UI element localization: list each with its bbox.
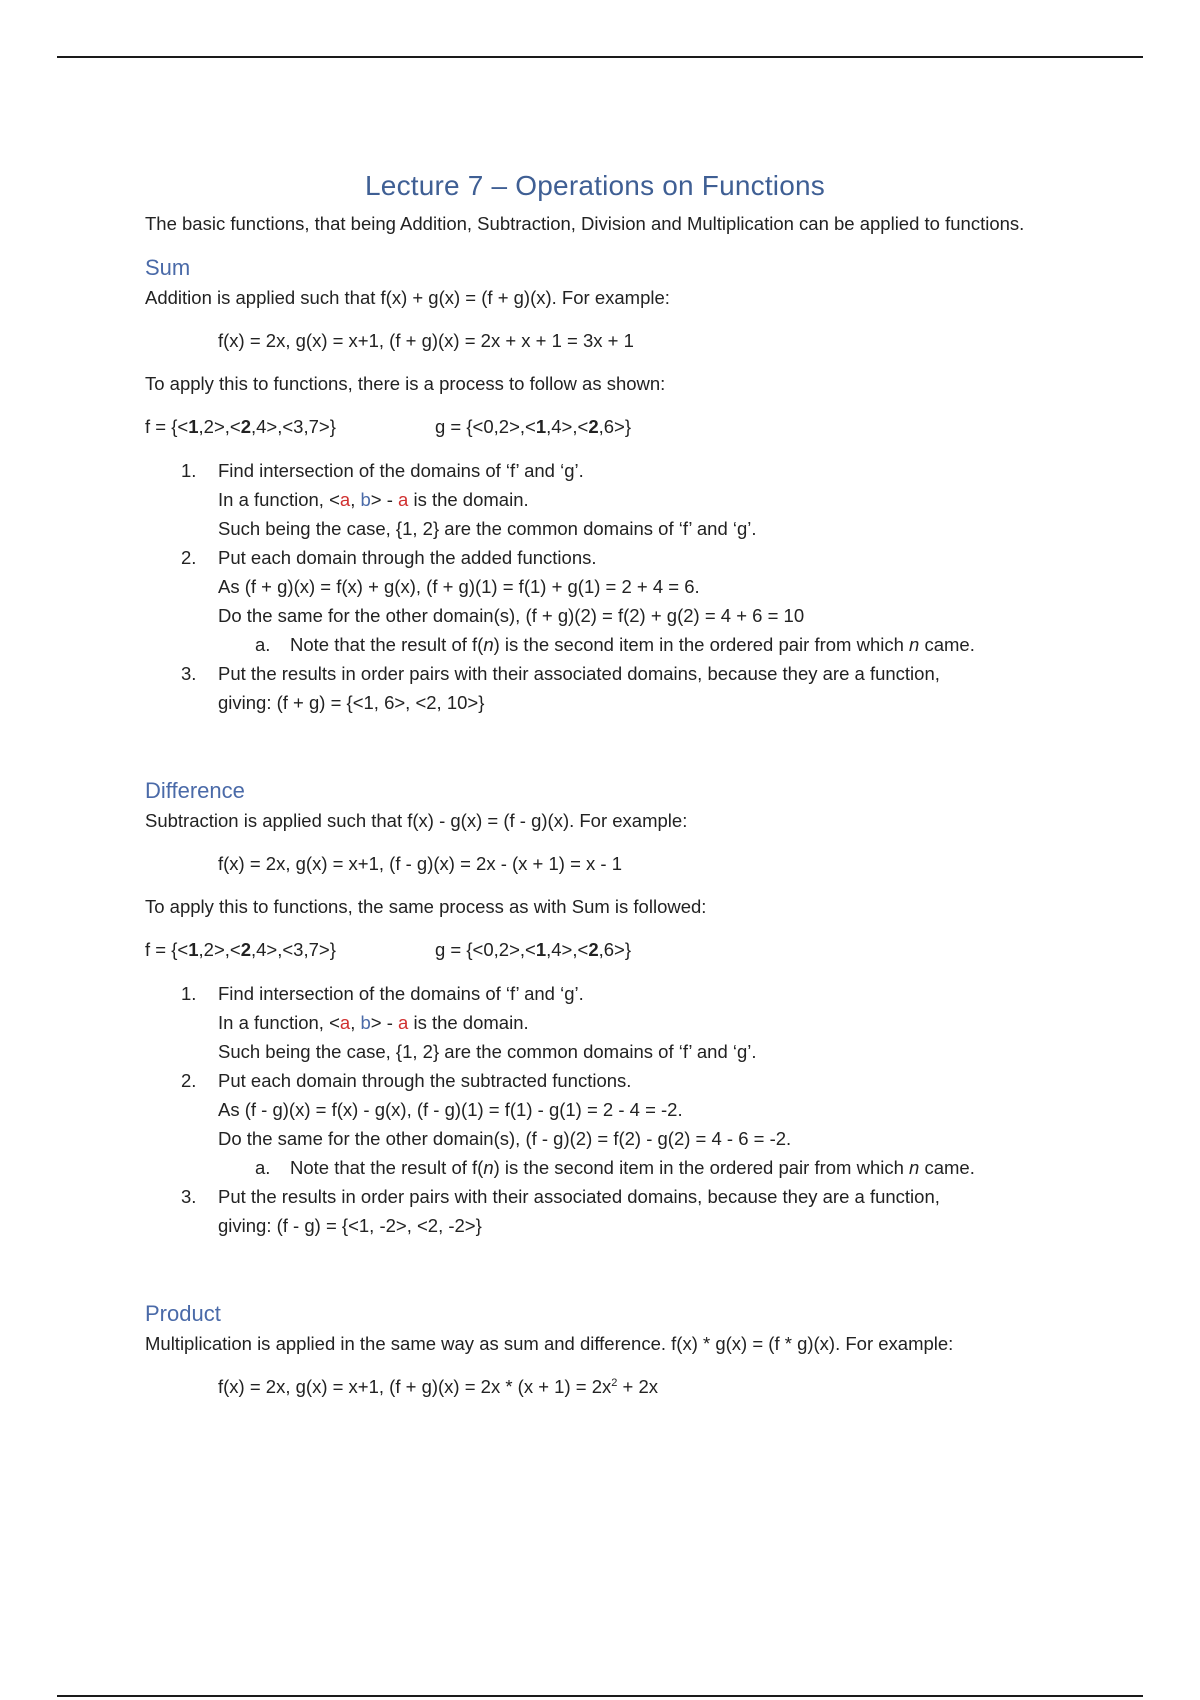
list-item: 1. Find intersection of the domains of ‘f’ and ‘g’. In a function, <a, b> - a is the domain. Such being the case, {1, 2} are the common domains of ‘f’ and ‘g’. bbox=[181, 460, 757, 539]
sum-g-set: g = {<0,2>,<1,4>,<2,6>} bbox=[435, 416, 632, 437]
difference-example: f(x) = 2x, g(x) = x+1, (f - g)(x) = 2x - (x + 1) = x - 1 bbox=[218, 853, 623, 874]
list-item: 2. Put each domain through the added functions. As (f + g)(x) = f(x) + g(x), (f + g)(1) = f(1) + g(1) = 2 + 4 = 6. Do the same for the other domain(s), (f + g)(2) = f(2) + g(2) = 4 + 6 = 10 bbox=[181, 547, 805, 626]
sum-steps bbox=[145, 456, 1045, 717]
difference-g-set: g = {<0,2>,<1,4>,<2,6>} bbox=[435, 939, 632, 960]
difference-function-sets bbox=[145, 936, 1045, 964]
page-title: Lecture 7 – Operations on Functions bbox=[365, 170, 825, 201]
section-product bbox=[145, 1298, 1045, 1401]
difference-process-text: To apply this to functions, the same process as with Sum is followed: bbox=[145, 896, 707, 917]
sum-note: a. Note that the result of f(n) is the second item in the ordered pair from which n came. bbox=[255, 634, 975, 655]
sum-example: f(x) = 2x, g(x) = x+1, (f + g)(x) = 2x + x + 1 = 3x + 1 bbox=[218, 330, 634, 351]
product-example: f(x) = 2x, g(x) = x+1, $(f + g)(x) = 2x * (x + 1) = 2x^2 + 2x$ bbox=[218, 1376, 659, 1397]
difference-f-set: f = {<1,2>,<2,4>,<3,7>} bbox=[145, 939, 336, 960]
difference-definition: Subtraction is applied such that f(x) - g(x) = (f - g)(x). For example: bbox=[145, 810, 688, 831]
list-item: 2. Put each domain through the subtracted functions. As (f - g)(x) = f(x) - g(x), (f - g)(1) = f(1) - g(1) = 2 - 4 = -2. Do the same for the other domain(s), (f - g)(2) = f(2) - g(2) = 4 - 6 = -2. bbox=[181, 1070, 792, 1149]
header-rule bbox=[57, 56, 1143, 58]
list-item: 3. Put the results in order pairs with their associated domains, because they are a function, giving: (f + g) = {<1, 6>, <2, 10>} bbox=[181, 663, 940, 713]
section-heading-product: Product bbox=[145, 1301, 221, 1326]
intro-paragraph: The basic functions, that being Addition, Subtraction, Division and Multiplication can be applied to functions. bbox=[145, 213, 1025, 234]
sum-f-set: f = {<1,2>,<2,4>,<3,7>} bbox=[145, 416, 336, 437]
list-item: 3. Put the results in order pairs with their associated domains, because they are a function, giving: (f - g) = {<1, -2>, <2, -2>} bbox=[181, 1186, 940, 1236]
sum-definition: Addition is applied such that f(x) + g(x) = (f + g)(x). For example: bbox=[145, 287, 670, 308]
sum-function-sets bbox=[145, 413, 1045, 441]
difference-note: a. Note that the result of f(n) is the second item in the ordered pair from which n came. bbox=[255, 1157, 975, 1178]
section-heading-sum: Sum bbox=[145, 255, 191, 280]
sum-process-text: To apply this to functions, there is a process to follow as shown: bbox=[145, 373, 666, 394]
section-difference bbox=[145, 775, 1045, 1240]
difference-steps bbox=[145, 979, 1045, 1240]
section-heading-difference: Difference bbox=[145, 778, 245, 803]
footer-rule bbox=[57, 1695, 1143, 1697]
product-definition: Multiplication is applied in the same way as sum and difference. f(x) * g(x) = (f * g)(x). For example: bbox=[145, 1333, 954, 1354]
section-sum bbox=[145, 252, 1045, 717]
document-body bbox=[145, 170, 1045, 1416]
list-item: 1. Find intersection of the domains of ‘f’ and ‘g’. In a function, <a, b> - a is the domain. Such being the case, {1, 2} are the common domains of ‘f’ and ‘g’. bbox=[181, 983, 757, 1062]
